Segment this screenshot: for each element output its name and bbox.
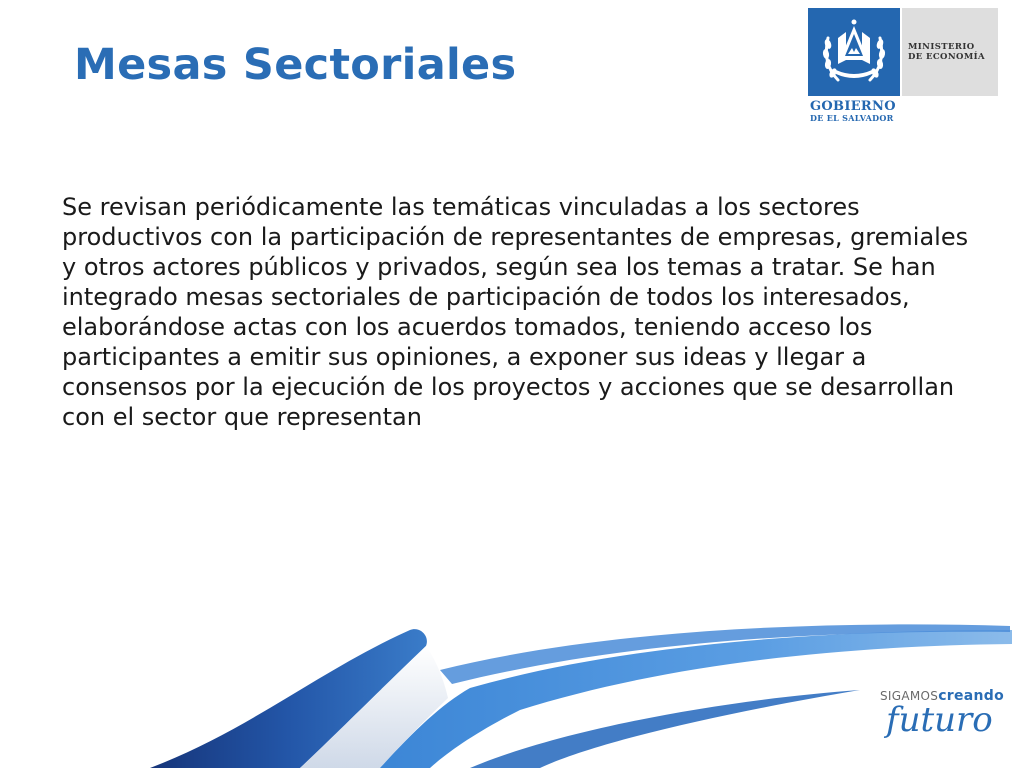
slide-body-text: Se revisan periódicamente las temáticas vinculadas a los sectores productivos con la participación de representantes de empresas, gremiales y otros actores públicos y privados, según sea los temas a tratar. Se han integrado mesas sectoriales de participación de todos los interesados, elaborándose actas con los acuerdos tomados, teniendo acceso los participantes a emitir sus opiniones, a exponer sus ideas y llegar a consensos por la ejecución de los proyectos y acciones que se desarrollan con el sector que representan [62,193,969,431]
slide-title: Mesas Sectoriales [74,40,517,90]
government-label: GOBIERNO [810,99,896,114]
ministry-line-2: DE ECONOMÍA [908,52,986,62]
ministry-line-1: MINISTERIO [908,42,975,52]
slogan-accent-text: creando [938,688,1005,704]
country-label: DE EL SALVADOR [810,113,894,123]
decorative-ribbon [0,600,1024,768]
logo-emblem-panel [808,8,900,96]
slogan-prefix-text: SIGAMOS [880,689,939,703]
slogan-main-text: futuro [886,700,993,740]
coat-of-arms-icon [808,8,900,96]
ministry-label [908,42,1000,62]
government-logo [808,8,1000,126]
